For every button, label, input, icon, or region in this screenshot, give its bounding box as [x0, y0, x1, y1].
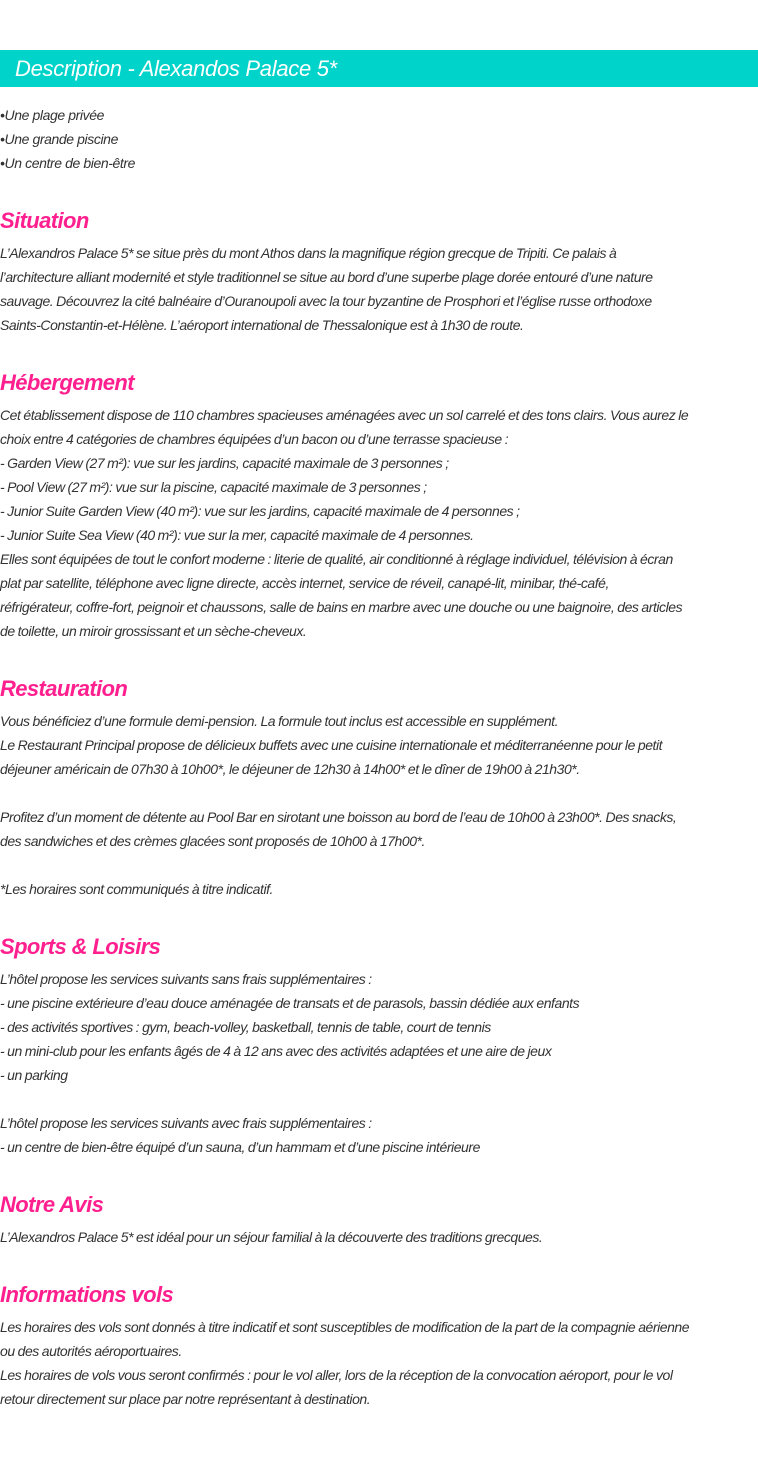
spacer: [0, 1087, 758, 1111]
text-line: retour directement sur place par notre représentant à destination.: [0, 1391, 371, 1407]
text-line: - un mini-club pour les enfants âgés de 4 à 12 ans avec des activités adaptées et une aire de jeux: [0, 1043, 552, 1059]
text-line: sauvage. Découvrez la cité balnéaire d’Ouranoupoli avec la tour byzantine de Prosphori et l’église russe orthodoxe: [0, 293, 652, 309]
highlight-item: • Un centre de bien-être: [0, 151, 758, 175]
text-line: L’Alexandros Palace 5* est idéal pour un séjour familial à la découverte des traditions grecques.: [0, 1229, 543, 1245]
text-line: de toilette, un miroir grossissant et un sèche-cheveux.: [0, 623, 307, 639]
hotel-description-content: [0, 103, 758, 1411]
section-situation: [0, 201, 758, 337]
text-line: - un centre de bien-être équipé d’un sauna, d’un hammam et d’une piscine intérieure: [0, 1139, 480, 1155]
text-line: Les horaires des vols sont donnés à titre indicatif et sont susceptibles de modification de la part de la compagnie aérienne: [0, 1319, 690, 1335]
text-line: Saints-Constantin-et-Hélène. L’aéroport international de Thessalonique est à 1h30 de route.: [0, 317, 524, 333]
spacer: [0, 853, 758, 877]
text-line: - Junior Suite Garden View (40 m²): vue sur les jardins, capacité maximale de 4 personnes ;: [0, 503, 520, 519]
text-line: Profitez d’un moment de détente au Pool Bar en sirotant une boisson au bord de l’eau de 10h00 à 23h00*. Des snacks,: [0, 809, 677, 825]
text-line: L’Alexandros Palace 5* se situe près du mont Athos dans la magnifique région grecque de Tripiti. Ce palais à: [0, 245, 617, 261]
text-line: plat par satellite, téléphone avec ligne directe, accès internet, service de réveil, canapé-lit, minibar, thé-café,: [0, 575, 609, 591]
spacer: [0, 781, 758, 805]
text-line: - Junior Suite Sea View (40 m²): vue sur la mer, capacité maximale de 4 personnes.: [0, 527, 474, 543]
section-heading: Sports & Loisirs: [0, 934, 161, 959]
section-heading: Situation: [0, 208, 89, 233]
section-heading: Restauration: [0, 676, 128, 701]
text-line: L’hôtel propose les services suivants sans frais supplémentaires :: [0, 971, 372, 987]
text-line: ou des autorités aéroportuaires.: [0, 1343, 182, 1359]
text-line: Les horaires de vols vous seront confirmés : pour le vol aller, lors de la réception de la convocation aéroport, pour le vol: [0, 1367, 673, 1383]
text-line: - une piscine extérieure d’eau douce aménagée de transats et de parasols, bassin dédiée aux enfants: [0, 995, 580, 1011]
section-heading: Hébergement: [0, 370, 134, 395]
text-line: L’hôtel propose les services suivants avec frais supplémentaires :: [0, 1115, 372, 1131]
highlights-list: [0, 103, 758, 175]
section-informations-vols: [0, 1275, 758, 1411]
section-notre-avis: [0, 1185, 758, 1249]
text-line: l’architecture alliant modernité et style traditionnel se situe au bord d’une superbe plage dorée entouré d’une nature: [0, 269, 653, 285]
highlight-item: • Une grande piscine: [0, 127, 758, 151]
text-line: des sandwiches et des crèmes glacées sont proposés de 10h00 à 17h00*.: [0, 833, 425, 849]
highlight-item: • Une plage privée: [0, 103, 758, 127]
text-line: - Garden View (27 m²): vue sur les jardins, capacité maximale de 3 personnes ;: [0, 455, 449, 471]
text-line: Vous bénéficiez d’une formule demi-pension. La formule tout inclus est accessible en supplément.: [0, 713, 559, 729]
section-sports-loisirs: [0, 927, 758, 1159]
text-line: Elles sont équipées de tout le confort moderne : literie de qualité, air conditionné à réglage individuel, télévision à écran: [0, 551, 673, 567]
section-heading: Notre Avis: [0, 1192, 104, 1217]
description-title-bar: [0, 50, 758, 87]
text-line: choix entre 4 catégories de chambres équipées d’un bacon ou d’une terrasse spacieuse :: [0, 431, 509, 447]
section-heading: Informations vols: [0, 1282, 174, 1307]
page-title: Description - Alexandos Palace 5*: [15, 56, 337, 81]
text-line: déjeuner américain de 07h30 à 10h00*, le déjeuner de 12h30 à 14h00* et le dîner de 19h00 à 21h30*.: [0, 761, 580, 777]
text-line: - Pool View (27 m²): vue sur la piscine, capacité maximale de 3 personnes ;: [0, 479, 427, 495]
text-line: *Les horaires sont communiqués à titre indicatif.: [0, 881, 273, 897]
section-restauration: [0, 669, 758, 901]
text-line: Le Restaurant Principal propose de délicieux buffets avec une cuisine internationale et méditerranéenne pour le petit: [0, 737, 663, 753]
text-line: Cet établissement dispose de 110 chambres spacieuses aménagées avec un sol carrelé et des tons clairs. Vous aurez le: [0, 407, 689, 423]
text-line: - un parking: [0, 1067, 68, 1083]
section-hebergement: [0, 363, 758, 643]
text-line: réfrigérateur, coffre-fort, peignoir et chaussons, salle de bains en marbre avec une douche ou une baignoire, des articles: [0, 599, 683, 615]
text-line: - des activités sportives : gym, beach-volley, basketball, tennis de table, court de tennis: [0, 1019, 491, 1035]
